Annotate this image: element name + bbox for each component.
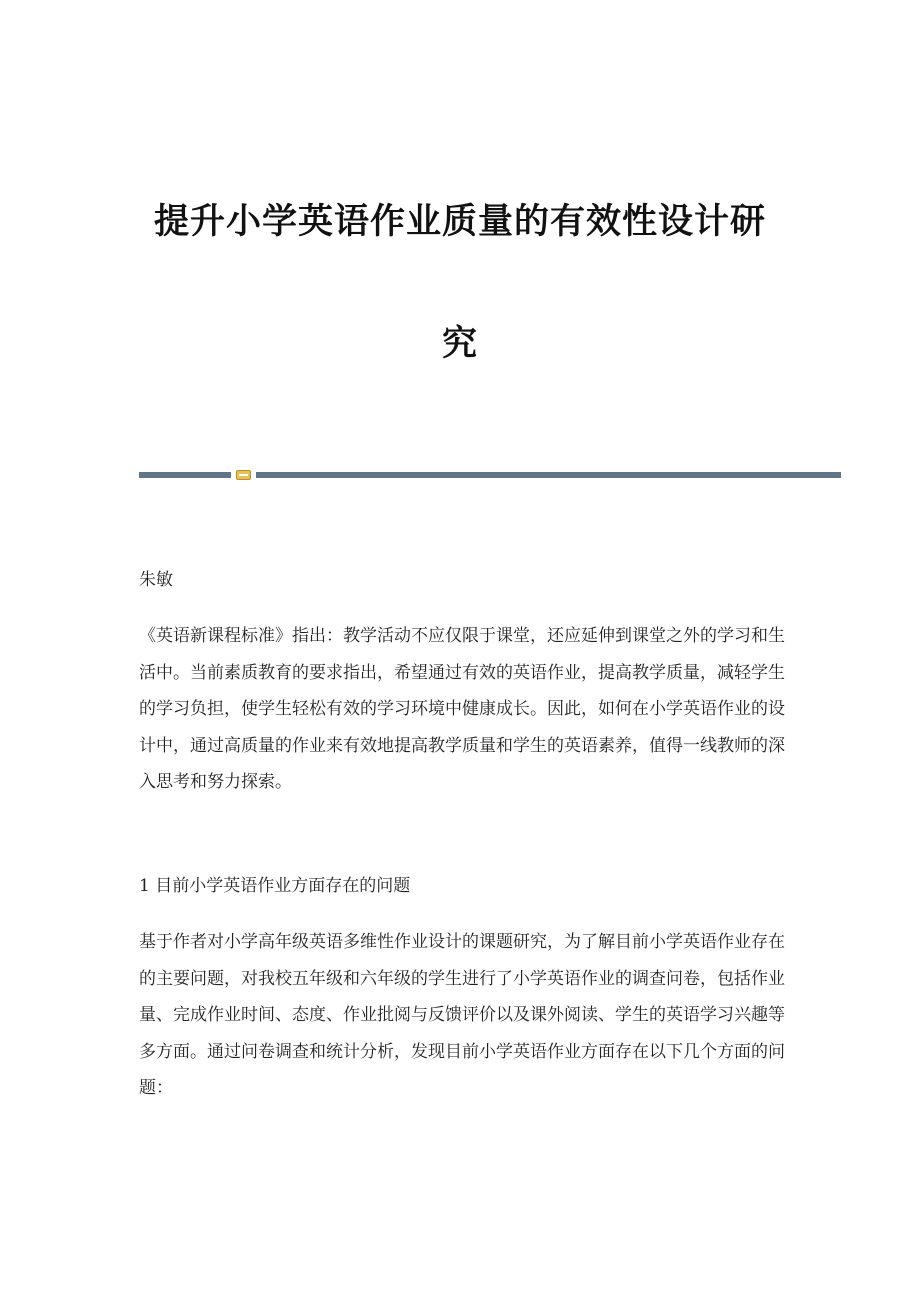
document-title-line1: 提升小学英语作业质量的有效性设计研 bbox=[153, 202, 766, 242]
body-paragraph-1: 《英语新课程标准》指出：教学活动不应仅限于课堂，还应延伸到课堂之外的学习和生活中。当前素质教育的要求指出，希望通过有效的英语作业，提高教学质量，减轻学生的学习负担，使学生轻松有效的学习环境中健康成长。因此，如何在小学英语作业的设计中，通过高质量的作业来有效地提高教学质量和学生的英语素养，值得一线教师的深入思考和努力探索。 bbox=[139, 626, 785, 792]
section-heading-1: 1 目前小学英语作业方面存在的问题 bbox=[139, 876, 411, 896]
divider-ornament-icon bbox=[236, 470, 251, 480]
document-title-line2: 究 bbox=[441, 324, 478, 364]
body-paragraph-2: 基于作者对小学高年级英语多维性作业设计的课题研究，为了解目前小学英语作业存在的主要问题，对我校五年级和六年级的学生进行了小学英语作业的调查问卷，包括作业量、完成作业时间、态度、作业批阅与反馈评价以及课外阅读、学生的英语学习兴趣等多方面。通过问卷调查和统计分析，发现目前小学英语作业方面存在以下几个方面的问题： bbox=[139, 932, 785, 1098]
divider-bar-left bbox=[139, 472, 231, 478]
divider-bar-right bbox=[256, 472, 841, 478]
title-divider bbox=[139, 470, 841, 480]
author-name: 朱敏 bbox=[139, 570, 173, 590]
